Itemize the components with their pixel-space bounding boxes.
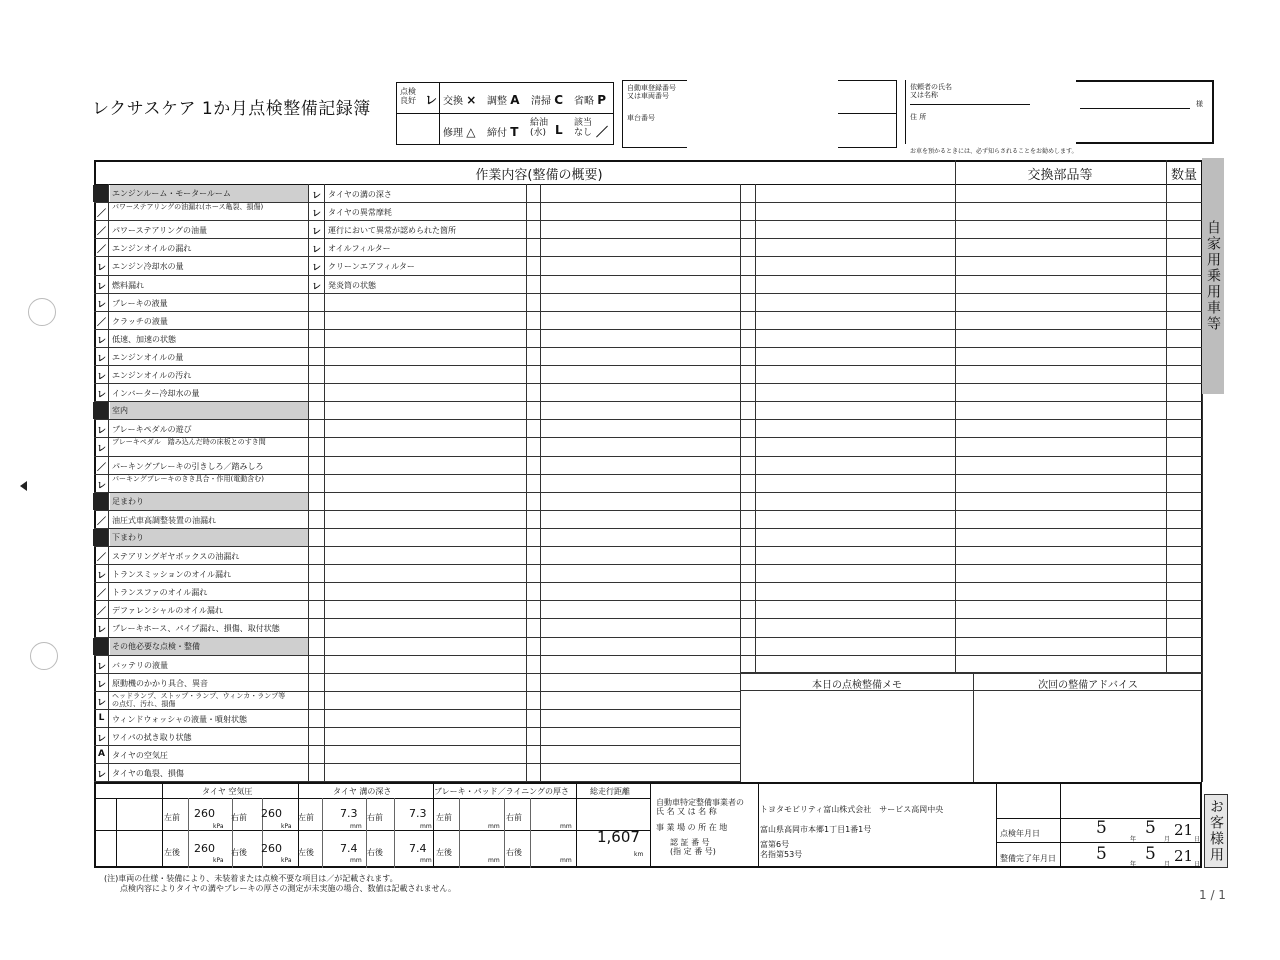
legend-supply-mark: L — [555, 123, 563, 137]
inspect-year-handwritten: 5 — [1096, 818, 1107, 838]
check-item-label: ブレーキペダルの遊び — [112, 425, 192, 435]
check-mark: ／ — [96, 589, 106, 600]
legend-omit-mark: P — [597, 93, 606, 107]
column-line — [955, 160, 956, 672]
depth-fr-value: 7.3 — [409, 807, 427, 820]
section-marker — [93, 638, 108, 655]
section-header — [110, 185, 308, 202]
column-line — [108, 184, 109, 782]
legend-ok-label: 点検 良好 — [400, 87, 416, 105]
legend-supply-label: 給油 (水) — [530, 118, 549, 138]
check-mark: レ — [311, 281, 321, 292]
check-item-label: トランスファのオイル漏れ — [112, 588, 208, 598]
check-item-label: トランスミッションのオイル漏れ — [112, 570, 232, 580]
check-mark: レ — [96, 480, 106, 491]
check-item-label: ブレーキペダル 踏み込んだ時の床板とのすき間 — [112, 438, 266, 447]
section-marker — [93, 185, 108, 202]
depth-rl-value: 7.4 — [340, 842, 358, 855]
legend-ok-mark: レ — [425, 93, 438, 107]
check-item-label: クリーンエアフィルター — [328, 262, 415, 272]
shop-address: 富山県高岡市本郷1丁目1番1号 — [760, 825, 872, 834]
depth-rr-unit: mm — [420, 857, 432, 864]
check-mark: レ — [311, 209, 321, 220]
check-mark: ／ — [96, 462, 106, 473]
check-item-label: クラッチの液量 — [112, 316, 168, 326]
inspect-month-handwritten: 5 — [1145, 818, 1156, 838]
client-sama: 様 — [1196, 100, 1203, 108]
depth-rr-value: 7.4 — [409, 842, 427, 855]
pressure-rl-unit: kPa — [213, 857, 224, 864]
legend-clean-mark: C — [554, 93, 563, 107]
row-line — [94, 564, 1202, 565]
check-item-label: エンジン冷却水の量 — [112, 262, 184, 272]
check-mark: ／ — [96, 209, 106, 220]
qty-header: 数量 — [1170, 168, 1197, 183]
legend-repair-mark: △ — [466, 125, 476, 139]
client-address-label: 住 所 — [910, 113, 927, 121]
check-item-label: ステアリングギヤボックスの油漏れ — [112, 552, 240, 561]
page-title: レクサスケア 1か月点検整備記録簿 — [92, 99, 371, 119]
check-mark: ／ — [96, 516, 106, 527]
check-mark: レ — [311, 263, 321, 274]
check-mark: レ — [96, 770, 106, 781]
vehicle-box — [622, 80, 687, 148]
row-line — [94, 727, 741, 728]
legend-replace-label: 交換 — [443, 96, 463, 107]
pressure-rl-value: 260 — [194, 842, 215, 855]
private-car-tab: 自家用乗用車等 — [1202, 158, 1224, 394]
row-line — [94, 275, 1202, 276]
depth-fl-unit: mm — [350, 823, 362, 830]
shop-cert-label: 認 証 番 号 (指 定 番 号) — [670, 838, 716, 856]
row-line — [94, 546, 1202, 547]
depth-rl-label: 左後 — [298, 848, 314, 857]
check-mark: ／ — [96, 607, 106, 618]
depth-rl-unit: mm — [350, 857, 362, 864]
row-line — [94, 456, 1202, 457]
check-mark: レ — [96, 679, 106, 690]
row-line — [94, 655, 1202, 656]
check-item-label: 発炎筒の状態 — [328, 280, 376, 290]
check-item-label: オイルフィルター — [328, 244, 391, 254]
pressure-fr-unit: kPa — [281, 823, 292, 830]
row-line — [94, 365, 1202, 366]
depth-fl-label: 左前 — [298, 813, 314, 822]
check-item-label: パーキングブレーキのきき具合・作用(電動含む) — [112, 474, 264, 483]
check-item-label: 燃料漏れ — [112, 280, 144, 290]
column-line — [324, 184, 325, 782]
row-line — [94, 383, 1202, 384]
depth-fr-label: 右前 — [367, 813, 383, 822]
legend-adjust-mark: A — [510, 93, 520, 107]
check-item-label: タイヤの亀裂、損傷 — [112, 769, 184, 779]
legend-tighten-label: 締付 — [487, 128, 507, 139]
check-item-label: バッテリの液量 — [112, 660, 168, 670]
inspect-month-mark: 月 — [1164, 836, 1171, 843]
work-header: 作業内容(整備の概要) — [475, 168, 603, 183]
customer-copy-tab: お客様用 — [1204, 794, 1228, 868]
client-box — [905, 80, 1214, 155]
memo-section — [740, 672, 1203, 783]
pad-fr-label: 右前 — [506, 813, 522, 822]
chassis-number-label: 車台番号 — [627, 114, 655, 122]
finish-date-label: 整備完了年月日 — [1000, 854, 1056, 863]
legend-box — [396, 82, 614, 145]
check-mark: レ — [96, 263, 106, 274]
punch-hole-top — [28, 298, 56, 326]
row-line — [94, 763, 741, 764]
check-item-label: 低速、加速の状態 — [112, 334, 176, 344]
section-label: 足まわり — [112, 496, 144, 506]
depth-title: タイヤ 溝の深さ — [333, 787, 392, 796]
check-mark: ／ — [96, 227, 106, 238]
column-line — [755, 184, 756, 672]
row-line — [94, 709, 741, 710]
check-mark: レ — [96, 444, 106, 455]
pad-fr-unit: mm — [560, 823, 572, 830]
row-line — [94, 293, 1202, 294]
pad-title: ブレーキ・パッド／ライニングの厚さ — [434, 787, 569, 796]
check-item-label: ブレーキの液量 — [112, 298, 168, 308]
inspect-day-mark: 日 — [1194, 836, 1201, 843]
client-name-label: 依頼者の氏名 又は名称 — [910, 83, 952, 99]
pressure-fl-unit: kPa — [213, 823, 224, 830]
finish-year-mark: 年 — [1130, 861, 1137, 868]
pad-rl-label: 左後 — [436, 848, 452, 857]
legend-na-label: 該当 なし — [574, 118, 593, 138]
check-item-label: インバーター冷却水の量 — [112, 389, 200, 399]
shop-name-label: 自動車特定整備事業者の 氏 名 又 は 名 称 — [656, 798, 744, 816]
pressure-title: タイヤ 空気圧 — [202, 787, 253, 796]
row-line — [94, 220, 1202, 221]
pressure-rr-unit: kPa — [281, 857, 292, 864]
check-item-label: ブレーキホース、パイプ漏れ、損傷、取付状態 — [112, 624, 280, 634]
row-line — [94, 311, 1202, 312]
check-item-label: パーキングブレーキの引きしろ／踏みしろ — [112, 461, 264, 471]
check-item-label: パワーステアリングの油漏れ(ホース亀裂、損傷) — [112, 203, 264, 212]
row-line — [94, 582, 1202, 583]
legend-na-mark: ／ — [596, 125, 609, 139]
legend-replace-mark: × — [466, 93, 477, 107]
row-line — [94, 419, 1202, 420]
check-mark: ／ — [96, 245, 106, 256]
check-mark: レ — [96, 372, 106, 382]
finish-month-mark: 月 — [1164, 861, 1171, 868]
finish-month-handwritten: 5 — [1145, 844, 1156, 864]
check-mark: レ — [96, 625, 106, 636]
row-line — [94, 618, 1202, 619]
advice-header: 次回の整備アドバイス — [1038, 680, 1138, 691]
section-marker — [93, 493, 108, 510]
check-item-label: デファレンシャルのオイル漏れ — [112, 606, 223, 616]
check-item-label: タイヤの溝の深さ — [328, 190, 392, 199]
check-item-label: エンジンオイルの汚れ — [112, 371, 192, 380]
section-label: エンジンルーム・モータールーム — [112, 189, 231, 198]
check-mark: レ — [96, 299, 106, 310]
check-mark: レ — [311, 191, 321, 201]
check-item-label: ウィンドウォッシャの液量・噴射状態 — [112, 714, 248, 724]
parts-header: 交換部品等 — [1027, 168, 1093, 183]
pad-rr-unit: mm — [560, 857, 572, 864]
pad-rr-label: 右後 — [506, 848, 522, 857]
footnotes: (注)車両の仕様・装備により、未装着または点検不要な項目は／が記載されます。 点検内容によりタイヤの溝やブレーキの厚さの測定が未実施の場合、数値は記載されません。 — [104, 874, 456, 893]
row-line — [94, 510, 1202, 511]
inspect-day-handwritten: 21 — [1174, 821, 1194, 839]
pressure-rr-label: 右後 — [231, 848, 247, 857]
check-item-label: 運行において異常が認められた箇所 — [328, 226, 456, 236]
depth-rr-label: 右後 — [367, 848, 383, 857]
check-item-label: エンジンオイルの量 — [112, 352, 184, 362]
pressure-fr-value: 260 — [261, 807, 282, 820]
legend-tighten-mark: T — [510, 125, 519, 139]
check-item-label: 原動機のかかり具合、異音 — [112, 678, 208, 688]
pressure-rr-value: 260 — [261, 842, 282, 855]
check-mark: レ — [96, 426, 106, 437]
row-line — [94, 745, 741, 746]
section-header — [110, 402, 308, 419]
row-line — [94, 238, 1202, 239]
row-line — [94, 600, 1202, 601]
check-mark: レ — [96, 661, 106, 672]
inspect-date-label: 点検年月日 — [1000, 829, 1040, 838]
section-header — [110, 529, 308, 546]
pad-rl-unit: mm — [488, 857, 500, 864]
shop-name: トヨタモビリティ富山株式会社 サービス高岡中央 — [760, 805, 944, 814]
inspect-year-mark: 年 — [1130, 836, 1137, 843]
column-line — [1166, 160, 1167, 672]
odometer-value: 1,607 — [597, 828, 640, 846]
check-mark: ／ — [96, 317, 106, 328]
check-item-label: エンジンオイルの漏れ — [112, 244, 192, 254]
legend-clean-label: 清掃 — [531, 96, 551, 107]
check-mark: レ — [96, 697, 106, 708]
depth-fr-unit: mm — [420, 823, 432, 830]
pressure-fl-value: 260 — [194, 807, 215, 820]
pressure-fr-label: 右前 — [231, 813, 247, 822]
pad-fl-unit: mm — [488, 823, 500, 830]
depth-fl-value: 7.3 — [340, 807, 358, 820]
section-header — [110, 638, 308, 655]
legend-adjust-label: 調整 — [487, 96, 507, 107]
section-label: その他必要な点検・整備 — [112, 641, 200, 651]
section-marker — [93, 402, 108, 419]
check-mark: レ — [96, 571, 106, 582]
check-mark: レ — [96, 390, 106, 401]
section-label: 下まわり — [112, 532, 144, 542]
column-line — [308, 184, 309, 782]
odo-title: 総走行距離 — [590, 787, 630, 796]
check-mark: L — [98, 712, 105, 723]
memo-header: 本日の点検整備メモ — [812, 680, 902, 691]
row-line — [94, 256, 1202, 257]
finish-day-handwritten: 21 — [1174, 847, 1194, 865]
legend-omit-label: 省略 — [574, 96, 594, 107]
finish-day-mark: 日 — [1194, 861, 1201, 868]
reg-number-label: 自動車登録番号 又は車両番号 — [627, 84, 676, 100]
shop-cert: 富第6号 名指第53号 — [760, 840, 803, 859]
section-header — [110, 493, 308, 510]
check-mark: レ — [96, 734, 106, 744]
finish-year-handwritten: 5 — [1096, 844, 1107, 864]
vehicle-box-right — [838, 80, 897, 148]
check-mark: レ — [311, 227, 321, 238]
pressure-fl-label: 左前 — [164, 813, 180, 822]
check-mark: ／ — [96, 553, 106, 563]
check-mark: A — [98, 749, 105, 760]
check-item-label: ヘッドランプ、ストップ・ランプ、ウィンカ・ランプ等 の点灯、汚れ、損傷 — [112, 691, 286, 708]
check-item-label: パワーステアリングの油量 — [112, 226, 207, 236]
margin-arrow-icon — [20, 481, 27, 491]
odometer-unit: km — [634, 851, 644, 858]
check-mark: レ — [311, 245, 321, 256]
column-line — [526, 184, 527, 782]
pressure-rl-label: 左後 — [164, 848, 180, 857]
check-item-label: タイヤの空気圧 — [112, 751, 168, 761]
legend-repair-label: 修理 — [443, 128, 463, 139]
section-marker — [93, 529, 108, 546]
section-label: 室内 — [112, 406, 128, 416]
punch-hole-bottom — [30, 642, 58, 670]
check-item-label: タイヤの異常摩耗 — [328, 208, 392, 218]
shop-address-label: 事 業 場 の 所 在 地 — [656, 823, 728, 832]
check-mark: レ — [96, 335, 106, 346]
check-item-label: 油圧式車高調整装置の油漏れ — [112, 515, 216, 525]
page-number: 1 / 1 — [1199, 888, 1226, 902]
row-line — [94, 347, 1202, 348]
row-line — [94, 329, 1202, 330]
pad-fl-label: 左前 — [436, 813, 452, 822]
check-mark: レ — [96, 353, 106, 364]
check-item-label: ワイパの拭き取り状態 — [112, 733, 192, 742]
client-notice: お車を預かるときには、必ず知らされることをお勧めします。 — [910, 148, 1078, 155]
check-mark: レ — [96, 281, 106, 292]
column-line — [540, 184, 541, 782]
